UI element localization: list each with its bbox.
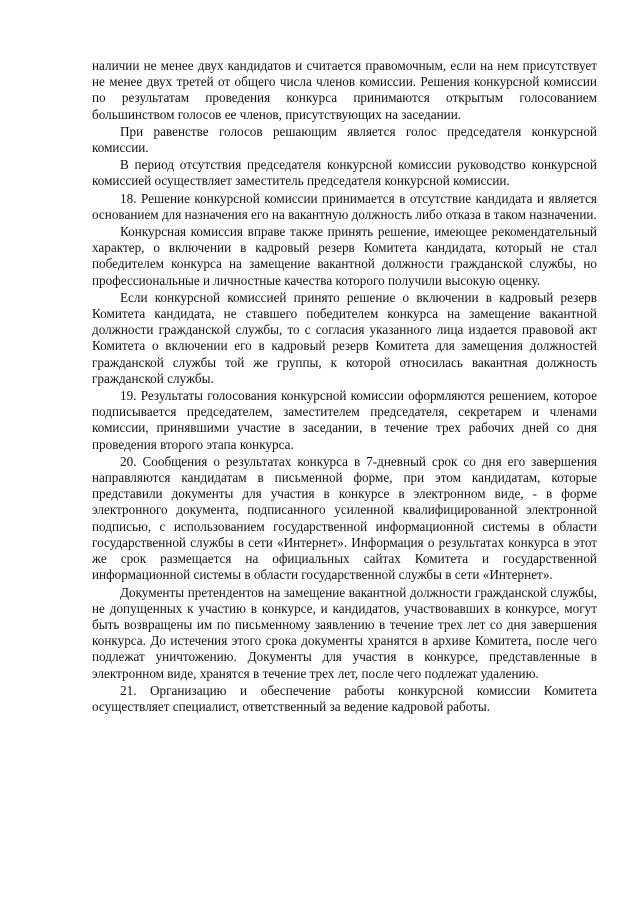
paragraph-chair-absence: В период отсутствия председателя конкурсной комиссии руководство конкурсной комиссией осуществляет заместитель председателя конкурсной комиссии. <box>92 157 597 189</box>
paragraph-reserve-act: Если конкурсной комиссией принято решение о включении в кадровый резерв Комитета кандидата, не ставшего победителем конкурса на замещение вакантной должности гражданской службы, то с согласия указанного лица издается правовой акт Комитета о включении его в кадровый резерв Комитета для замещения должностей гражданской службы той же группы, к которой относилась вакантная должность гражданской службы. <box>92 289 597 386</box>
paragraph-item-18: 18. Решение конкурсной комиссии принимается в отсутствие кандидата и является основанием для назначения его на вакантную должность либо отказа в таком назначении. <box>92 190 597 222</box>
paragraph-item-19: 19. Результаты голосования конкурсной комиссии оформляются решением, которое подписывается председателем, заместителем председателя, секретарем и членами комиссии, принявшими участие в заседании, в течение трех рабочих дней со дня проведения второго этапа конкурса. <box>92 388 597 452</box>
document-page <box>92 58 597 715</box>
paragraph-continuation: наличии не менее двух кандидатов и считается правомочным, если на нем присутствует не менее двух третей от общего числа членов комиссии. Решения конкурсной комиссии по результатам проведения конкурса принимаются открытым голосованием большинством голосов ее членов, присутствующих на заседании. <box>92 58 597 122</box>
paragraph-tie-vote: При равенстве голосов решающим является голос председателя конкурсной комиссии. <box>92 123 597 156</box>
paragraph-documents-return: Документы претендентов на замещение вакантной должности гражданской службы, не допущенных к участию в конкурсе, и кандидатов, участвовавших в конкурсе, могут быть возвращены им по письменному заявлению в течение трех лет со дня завершения конкурса. До истечения этого срока документы хранятся в архиве Комитета, после чего подлежат уничтожению. Документы для участия в конкурсе, представленные в электронном виде, хранятся в течение трех лет, после чего подлежат удалению. <box>92 584 597 681</box>
paragraph-reserve-recommendation: Конкурсная комиссия вправе также принять решение, имеющее рекомендательный характер, о включении в кадровый резерв Комитета кандидата, который не стал победителем конкурса на замещение вакантной должности гражданской службы, но профессиональные и личностные качества которого получили высокую оценку. <box>92 224 597 288</box>
paragraph-item-20: 20. Сообщения о результатах конкурса в 7-дневный срок со дня его завершения направляются кандидатам в письменной форме, при этом кандидатам, которые представили документы для участия в конкурсе в электронном виде, - в форме электронного документа, подписанного усиленной квалифицированной электронной подписью, с использованием государственной информационной системы в области государственной службы в сети «Интернет». Информация о результатах конкурса в этот же срок размещается на официальных сайтах Комитета и государственной информационной системы в области государственной службы в сети «Интернет». <box>92 453 597 583</box>
paragraph-item-21: 21. Организацию и обеспечение работы конкурсной комиссии Комитета осуществляет специалист, ответственный за ведение кадровой работы. <box>92 682 597 714</box>
